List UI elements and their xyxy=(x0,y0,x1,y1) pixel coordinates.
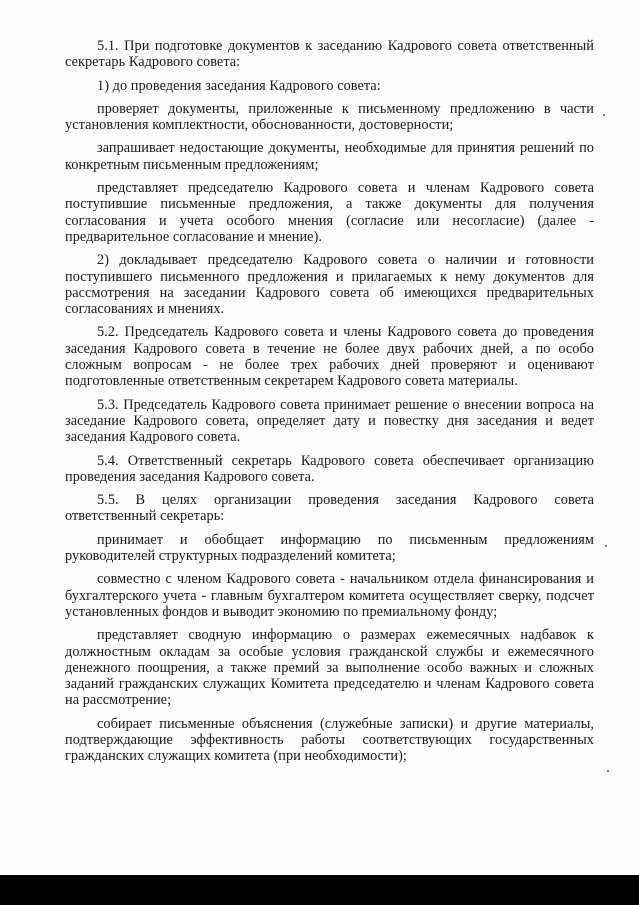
paragraph-reconciliation: совместно с членом Кадрового совета - начальником отдела финансирования и бухгалтерского учета - главным бухгалтером комитета осуществляет сверку, подсчет установленных фондов и выводит экономию по премиальному фонду; xyxy=(65,571,594,620)
scan-speck xyxy=(605,545,607,547)
paragraph-5-5: 5.5. В целях организации проведения заседания Кадрового совета ответственный секретарь: xyxy=(65,492,594,525)
scan-bottom-border xyxy=(0,875,639,905)
paragraph-summary-information: представляет сводную информацию о размерах ежемесячных надбавок к должностным окладам за особые условия гражданской службы и ежемесячного денежного поощрения, а также премий за выполнение особо важных и сложных заданий гражданских служащих Комитета председателю и членам Кадрового совета на рассмотрение; xyxy=(65,627,594,709)
paragraph-requests-documents: запрашивает недостающие документы, необходимые для принятия решений по конкретным письменным предложениям; xyxy=(65,140,594,173)
paragraph-5-1: 5.1. При подготовке документов к заседанию Кадрового совета ответственный секретарь Кадрового совета: xyxy=(65,38,594,71)
paragraph-checks-documents: проверяет документы, приложенные к письменному предложению в части установления комплектности, обоснованности, достоверности; xyxy=(65,100,594,134)
paragraph-5-4: 5.4. Ответственный секретарь Кадрового совета обеспечивает организацию проведения заседания Кадрового совета. xyxy=(65,452,594,485)
paragraph-5-3: 5.3. Председатель Кадрового совета принимает решение о внесении вопроса на заседание Кадрового совета, определяет дату и повестку дня заседания и ведет заседания Кадрового совета. xyxy=(65,396,594,446)
scan-speck xyxy=(603,114,605,116)
paragraph-5-1-item-2: 2) докладывает председателю Кадрового совета о наличии и готовности поступившего письменного предложения и прилагаемых к нему документов для рассмотрения на заседании Кадрового совета об имеющихся предварительных согласованиях и мнениях. xyxy=(65,252,594,318)
paragraph-5-2: 5.2. Председатель Кадрового совета и члены Кадрового совета до проведения заседания Кадрового совета в течение не более двух рабочих дней, а по особо сложным вопросам - не более трех рабочих дней проверяют и оценивают подготовленные ответственным секретарем Кадрового совета материалы. xyxy=(65,324,594,390)
paragraph-collects-information: принимает и обобщает информацию по письменным предложениям руководителей структурных подразделений комитета; xyxy=(65,531,594,565)
paragraph-explanations: собирает письменные объяснения (служебные записки) и другие материалы, подтверждающие эффективность работы соответствующих государственных гражданских служащих комитета (при необходимости); xyxy=(65,715,594,765)
paragraph-presents-proposals: представляет председателю Кадрового совета и членам Кадрового совета поступившие письменные предложения, а также документы для получения согласования и учета особого мнения (согласие или несогласие) (далее - предварительное согласование и мнение). xyxy=(65,180,594,245)
paragraph-5-1-item-1: 1) до проведения заседания Кадрового совета: xyxy=(97,77,381,94)
scan-speck xyxy=(607,770,609,772)
document-body xyxy=(65,38,594,772)
